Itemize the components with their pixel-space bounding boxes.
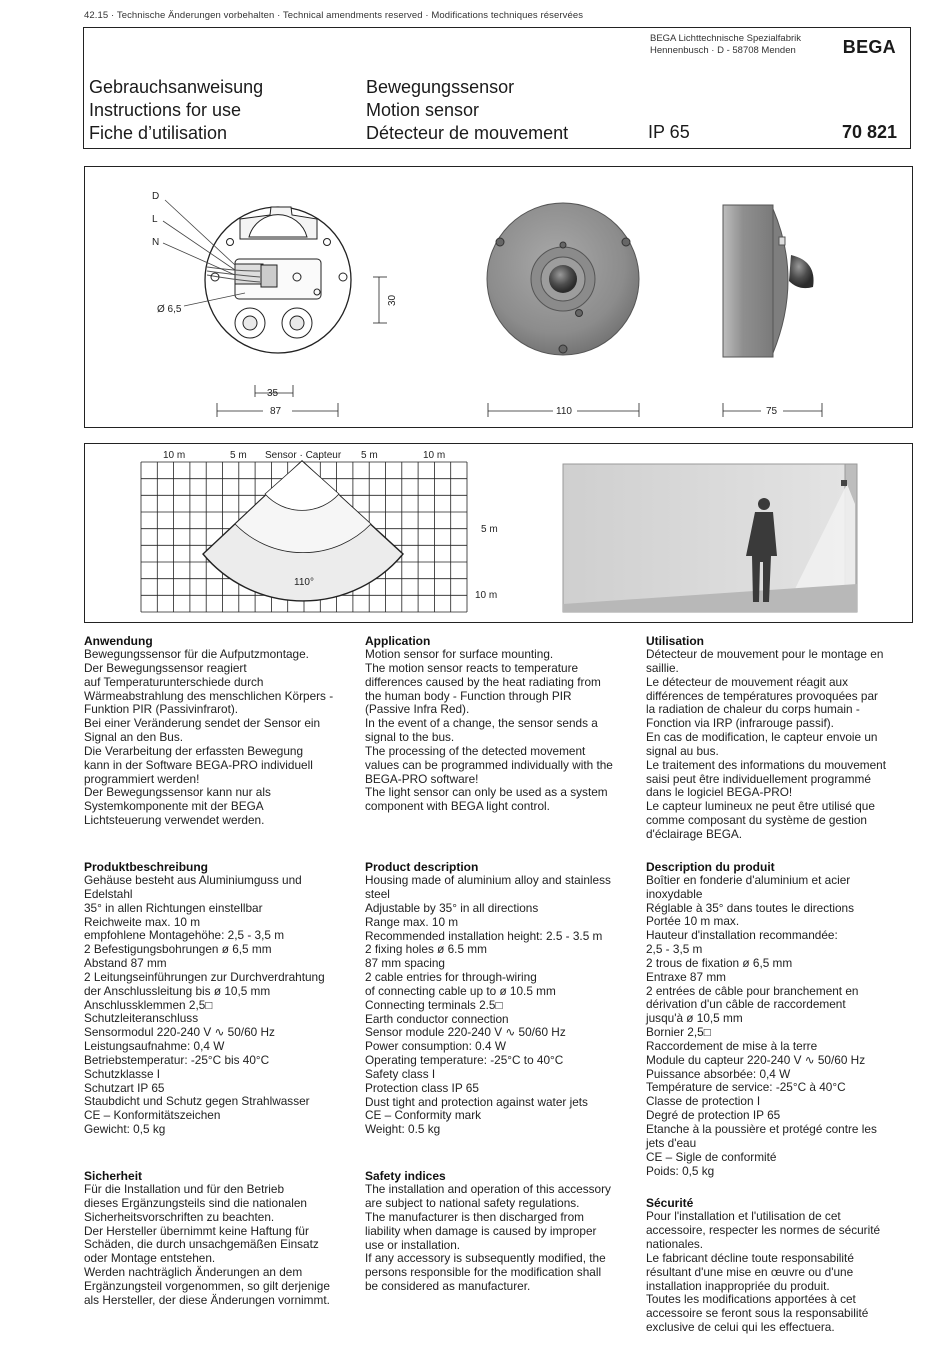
section-line: component with BEGA light control. <box>365 799 550 814</box>
section-line: jusqu'à ø 10,5 mm <box>646 1011 743 1026</box>
section-line: dérivation d'un câble de raccordement <box>646 997 846 1012</box>
section-line: Portée 10 m max. <box>646 914 740 929</box>
section-line: 87 mm spacing <box>365 956 445 971</box>
section-line: Degré de protection IP 65 <box>646 1108 781 1123</box>
section-line: empfohlene Montagehöhe: 2,5 - 3,5 m <box>84 928 285 943</box>
section-title: Produktbeschreibung <box>84 859 209 874</box>
section-line: steel <box>365 886 390 901</box>
section-line: values can be programmed individually with the <box>365 757 613 772</box>
section-line: Bornier 2,5□ <box>646 1025 711 1040</box>
section-line: 2 fixing holes ø 6.5 mm <box>365 942 487 957</box>
company-address <box>650 33 801 57</box>
section-line: Anschlussklemmen 2,5□ <box>84 997 213 1012</box>
section-line: Schutzart IP 65 <box>84 1080 165 1095</box>
section-line: Wärmeabstrahlung des menschlichen Körpers - <box>84 688 334 703</box>
product-name-de: Bewegungssensor <box>366 77 515 97</box>
section-line: Operating temperature: -25°C to 40°C <box>365 1053 564 1068</box>
section-line: Adjustable by 35° in all directions <box>365 900 539 915</box>
label-l: L <box>152 214 158 225</box>
section-line: dans le logiciel BEGA-PRO! <box>646 785 793 800</box>
dim-spacing: 35 <box>267 388 279 399</box>
section-line: Dust tight and protection against water jets <box>365 1094 588 1109</box>
section-line: kann in der Software BEGA-PRO individuell <box>84 757 313 772</box>
section <box>84 634 352 828</box>
mounting-scene-illustration <box>563 464 857 612</box>
section-line: signal au bus. <box>646 743 719 758</box>
section-title: Utilisation <box>646 634 705 648</box>
label-d: D <box>152 191 160 202</box>
section-line: Fonction via IRP (infrarouge passif). <box>646 716 834 731</box>
section-line: als Hersteller, der diese Änderungen vornimmt. <box>84 1292 330 1307</box>
section-line: 2 entrées de câble pour branchement en <box>646 983 859 998</box>
section-line: Motion sensor for surface mounting. <box>365 647 554 661</box>
section-line: of connecting cable up to ø 10.5 mm <box>365 983 556 998</box>
section-line: Le capteur lumineux ne peut être utilisé que <box>646 799 875 814</box>
section-line: Safety class I <box>365 1066 436 1081</box>
section-line: Sicherheitsvorschriften zu beachten. <box>84 1209 275 1224</box>
doc-type-en: Instructions for use <box>89 100 242 120</box>
section <box>84 860 352 1137</box>
section-line: persons responsible for the modification shall <box>365 1265 602 1280</box>
label-n: N <box>152 237 160 248</box>
section-line: CE – Sigle de conformité <box>646 1149 777 1164</box>
section-line: exclusive de celui qui les effectuera. <box>646 1320 835 1335</box>
section-line: Signal an den Bus. <box>84 730 184 745</box>
section-line: Schäden, die durch unsachgemäßen Einsatz <box>84 1237 319 1252</box>
section-line: comme composant du système de gestion <box>646 813 867 828</box>
section-line: Reichweite max. 10 m <box>84 914 201 929</box>
section-line: Toutes les modifications apportées à cet <box>646 1292 856 1307</box>
section <box>365 860 633 1137</box>
section-line: Gewicht: 0,5 kg <box>84 1122 166 1137</box>
section-line: Ergänzungsteil vorgenommen, so gilt derjenige <box>84 1278 330 1293</box>
product-name-fr: Détecteur de mouvement <box>366 123 569 143</box>
section-line: Der Bewegungssensor reagiert <box>84 660 247 675</box>
section-line: inoxydable <box>646 886 703 901</box>
section-line: Poids: 0,5 kg <box>646 1163 715 1178</box>
section-line: accessoire, respecter les normes de sécurité <box>646 1223 881 1238</box>
section <box>84 1169 352 1308</box>
section-line: Pour l'installation et l'utilisation de cet <box>646 1209 841 1224</box>
section-line: Funktion PIR (Passivinfrarot). <box>84 702 239 717</box>
section-line: Température de service: -25°C à 40°C <box>646 1080 846 1095</box>
ip-rating: IP 65 <box>648 122 690 142</box>
section-line: saillie. <box>646 660 679 675</box>
section-line: 2,5 - 3,5 m <box>646 942 703 957</box>
side-view-drawing <box>723 205 814 357</box>
dim-width: 87 <box>270 406 282 417</box>
column-german <box>84 634 352 1308</box>
dim-diameter: 110 <box>556 406 572 417</box>
section-line: Werden nachträglich Änderungen an dem <box>84 1265 303 1280</box>
section-line: der Anschlussleitung bis ø 10,5 mm <box>84 983 271 998</box>
section-line: Housing made of aluminium alloy and stainless <box>365 873 611 888</box>
section-line: résultant d'une mise en œuvre ou d'une <box>646 1264 854 1279</box>
detection-range-panel <box>84 443 913 623</box>
section-line: Leistungsaufnahme: 0,4 W <box>84 1039 225 1054</box>
section-line: Systemkomponente mit der BEGA <box>84 799 264 814</box>
section-line: Edelstahl <box>84 886 133 901</box>
section-line: The manufacturer is then discharged from <box>365 1209 585 1224</box>
section-line: Abstand 87 mm <box>84 956 167 971</box>
section-line: Bewegungssensor für die Aufputzmontage. <box>84 647 309 661</box>
column-french <box>646 634 914 1335</box>
section-line: be considered as manufacturer. <box>365 1279 531 1294</box>
section-line: Gehäuse besteht aus Aluminiumguss und <box>84 872 302 887</box>
section-line: Entraxe 87 mm <box>646 969 726 984</box>
bega-logo: BEGA <box>842 37 896 57</box>
section-line: Etanche à la poussière et protégé contre les <box>646 1122 877 1136</box>
section-line: différences de températures provoquées par <box>646 688 878 703</box>
doc-type-de: Gebrauchsanweisung <box>89 77 264 97</box>
back-view-drawing <box>163 200 351 353</box>
section-line: CE – Conformity mark <box>365 1108 482 1123</box>
section-line: d'éclairage BEGA. <box>646 826 743 841</box>
section <box>365 1169 633 1294</box>
document-footer-note: 42.15 · Technische Änderungen vorbehalten · Technical amendments reserved · Modifications techniques réservées <box>84 10 584 21</box>
section-line: accessoire se feront sous la responsabilité <box>646 1306 869 1321</box>
section-line: Der Hersteller übernimmt keine Haftung für <box>84 1223 309 1238</box>
section-line: Le fabricant décline toute responsabilité <box>646 1250 854 1265</box>
section-line: 35° in allen Richtungen einstellbar <box>84 900 263 915</box>
section-line: Sensor module 220-240 V ∿ 50/60 Hz <box>365 1025 566 1040</box>
section-line: (Passive Infra Red). <box>365 702 470 717</box>
section-line: oder Montage entstehen. <box>84 1251 216 1266</box>
section <box>646 860 914 1179</box>
section-line: Hauteur d'installation recommandée: <box>646 928 838 943</box>
range-label-left-5m: 5 m <box>230 450 247 461</box>
section-line: signal to the bus. <box>365 730 455 745</box>
section-line: Détecteur de mouvement pour le montage en <box>646 647 884 661</box>
section-title: Product description <box>365 860 479 875</box>
range-label-depth-10m: 10 m <box>475 590 498 601</box>
section-line: En cas de modification, le capteur envoie un <box>646 730 878 745</box>
section-line: Recommended installation height: 2.5 - 3.5 m <box>365 928 603 943</box>
section-line: Raccordement de mise à la terre <box>646 1038 818 1053</box>
section-line: BEGA-PRO software! <box>365 771 479 786</box>
doc-type-fr: Fiche d’utilisation <box>89 123 228 143</box>
section-line: Lichtsteuerung verwendet werden. <box>84 813 265 828</box>
section-line: Schutzleiteranschluss <box>84 1011 199 1026</box>
section-line: The installation and operation of this accessory <box>365 1182 611 1197</box>
section-line: Le traitement des informations du mouvement <box>646 757 886 772</box>
section-title: Safety indices <box>365 1169 446 1184</box>
section <box>646 634 914 842</box>
section-line: Power consumption: 0.4 W <box>365 1039 506 1054</box>
column-english <box>365 634 633 1294</box>
section-line: The light sensor can only be used as a system <box>365 785 608 800</box>
label-hole-diameter: Ø 6,5 <box>157 304 182 315</box>
technical-drawing-panel <box>84 166 913 428</box>
section-line: Classe de protection I <box>646 1094 761 1109</box>
section-title: Anwendung <box>84 634 153 648</box>
section-title: Description du produit <box>646 859 775 874</box>
section-line: 2 Leitungseinführungen zur Durchverdrahtung <box>84 969 325 984</box>
section-line: the human body - Function through PIR <box>365 688 572 703</box>
section-line: Earth conductor connection <box>365 1011 509 1026</box>
section-line: programmiert werden! <box>84 771 200 786</box>
section-line: Module du capteur 220-240 V ∿ 50/60 Hz <box>646 1052 866 1067</box>
section-line: Schutzklasse I <box>84 1066 161 1081</box>
section-line: Connecting terminals 2.5□ <box>365 997 503 1012</box>
section-line: 2 cable entries for through-wiring <box>365 970 537 985</box>
section-line: saisi peut être individuellement programmé <box>646 771 871 786</box>
section-line: liability when damage is caused by improper <box>365 1223 597 1238</box>
section-line: installation inappropriée du produit. <box>646 1278 830 1293</box>
sensor-position-label: Sensor · Capteur <box>265 450 342 461</box>
section-line: CE – Konformitätszeichen <box>84 1108 221 1123</box>
section-line: Für die Installation und für den Betrieb <box>84 1182 285 1196</box>
range-label-right-10m: 10 m <box>423 450 446 461</box>
section-line: Protection class IP 65 <box>365 1080 479 1095</box>
section-line: auf Temperaturunterschiede durch <box>84 674 264 689</box>
section-line: Der Bewegungssensor kann nur als <box>84 785 271 800</box>
section-line: use or installation. <box>365 1237 461 1252</box>
section <box>646 1196 914 1335</box>
section-line: Range max. 10 m <box>365 914 459 929</box>
detection-angle-label: 110° <box>294 577 314 588</box>
section-line: Puissance absorbée: 0,4 W <box>646 1066 791 1081</box>
section-line: Betriebstemperatur: -25°C bis 40°C <box>84 1052 270 1067</box>
document-header <box>83 27 911 149</box>
section-title: Sicherheit <box>84 1169 143 1183</box>
range-label-right-5m: 5 m <box>361 450 378 461</box>
range-label-left-10m: 10 m <box>163 450 186 461</box>
section-line: are subject to national safety regulations. <box>365 1196 580 1210</box>
section-line: 2 trous de fixation ø 6,5 mm <box>646 955 793 970</box>
company-name: BEGA Lichttechnische Spezialfabrik <box>650 33 802 44</box>
section-line: la radiation de chaleur du corps humain - <box>646 702 860 717</box>
section-line: If any accessory is subsequently modified, the <box>365 1251 606 1266</box>
dim-depth: 75 <box>766 406 778 417</box>
section-line: Le détecteur de mouvement réagit aux <box>646 674 848 689</box>
document-type <box>89 76 263 145</box>
section-line: The motion sensor reacts to temperature <box>365 660 579 675</box>
section-line: In the event of a change, the sensor sends a <box>365 716 598 731</box>
product-name-en: Motion sensor <box>366 100 480 120</box>
section-line: Sensormodul 220-240 V ∿ 50/60 Hz <box>84 1025 275 1040</box>
dim-height: 30 <box>387 294 398 306</box>
detection-range-drawing <box>85 444 914 624</box>
article-number: 70 821 <box>841 122 897 142</box>
company-location: Hennenbusch · D - 58708 Menden <box>650 45 796 56</box>
range-label-depth-5m: 5 m <box>481 524 498 535</box>
section-line: nationales. <box>646 1237 704 1252</box>
section-line: Die Verarbeitung der erfassten Bewegung <box>84 743 304 758</box>
section-line: dieses Ergänzungsteils sind die nationalen <box>84 1195 307 1210</box>
section-title: Application <box>365 634 431 648</box>
section-line: Weight: 0.5 kg <box>365 1122 441 1137</box>
front-view-drawing <box>487 203 639 355</box>
technical-drawing <box>85 167 914 429</box>
product-name <box>366 76 568 145</box>
section <box>365 634 633 814</box>
section-line: 2 Befestigungsbohrungen ø 6,5 mm <box>84 942 272 957</box>
section-line: Boîtier en fonderie d'aluminium et acier <box>646 872 851 887</box>
section-line: The processing of the detected movement <box>365 743 586 758</box>
section-line: Réglable à 35° dans toutes le directions <box>646 900 855 915</box>
section-title: Sécurité <box>646 1196 694 1211</box>
section-line: Bei einer Veränderung sendet der Sensor ein <box>84 716 321 731</box>
section-line: differences caused by the heat radiating from <box>365 674 601 689</box>
section-line: jets d'eau <box>646 1135 697 1150</box>
section-line: Staubdicht und Schutz gegen Strahlwasser <box>84 1094 310 1109</box>
